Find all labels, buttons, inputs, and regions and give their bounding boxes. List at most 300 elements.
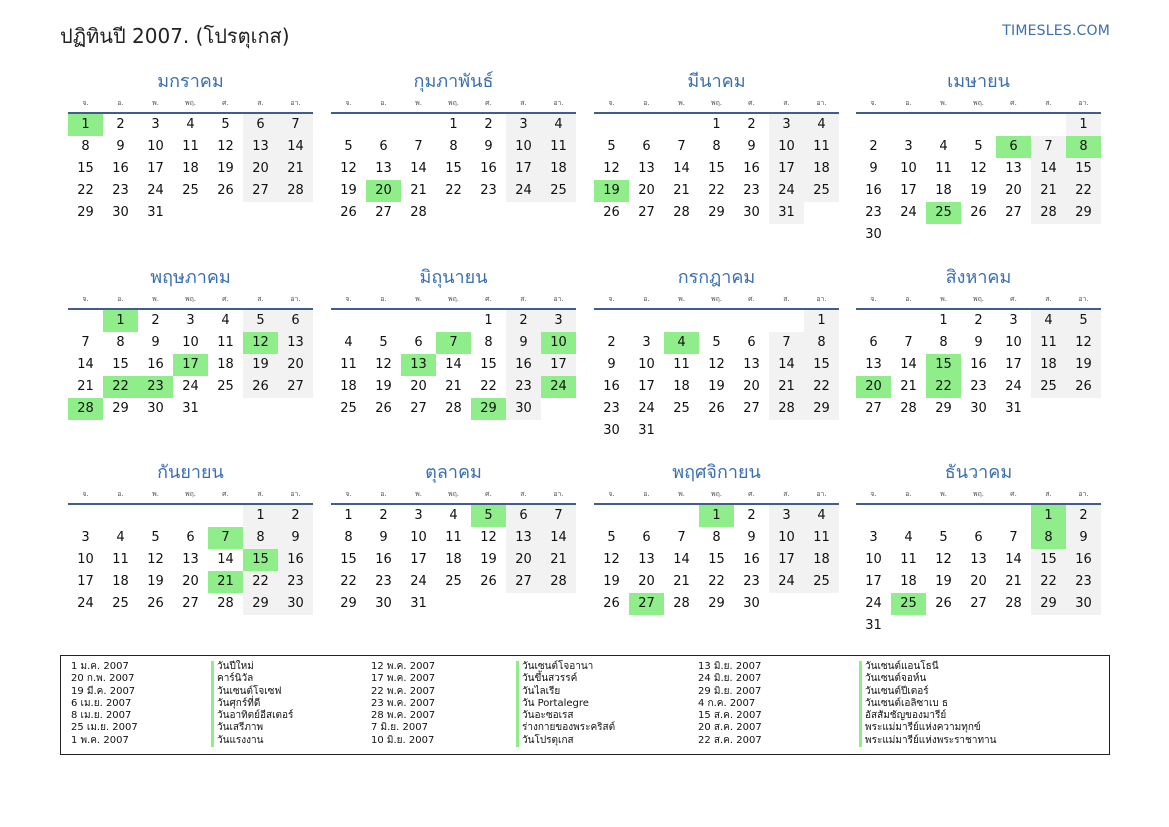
day-cell: 26 [375,401,392,416]
holiday-name: พระแม่มารีย์แห่งความทุกข์ [859,722,997,734]
day-cell: 24 [638,401,655,416]
day-cell: 6 [642,530,651,545]
day-cell: 9 [506,332,541,354]
day-grid [68,310,313,420]
day-cell: 3 [1009,313,1018,328]
brand-logo-text[interactable]: TIMESLES.COM [1002,23,1110,39]
day-cell: 2 [747,117,756,132]
day-cell: 26 [603,205,620,220]
holiday-list-box [60,655,1110,755]
day-cell: 27 [182,596,199,611]
day-cell: 16 [480,161,497,176]
day-cell: 2 [116,117,125,132]
day-cell: 15 [112,357,129,372]
holiday-date: 1 ม.ค. 2007 [71,661,129,672]
day-cell: 27 [243,180,278,202]
weekday-label: อา. [290,295,301,303]
day-cell: 26 [708,401,725,416]
holiday-day-cell: 22 [103,376,138,398]
day-cell: 2 [379,508,388,523]
day-cell: 28 [410,205,427,220]
holiday-date: 8 เม.ย. 2007 [71,710,132,722]
day-cell: 18 [340,379,357,394]
weekday-header [594,96,839,114]
day-cell: 9 [747,139,756,154]
day-cell: 14 [1005,552,1022,567]
day-cell: 17 [541,354,576,376]
day-cell: 13 [970,552,987,567]
day-cell: 24 [1005,379,1022,394]
month-title: พฤษภาคม [150,267,231,288]
day-cell: 13 [506,527,541,549]
holiday-name-column [516,661,615,747]
day-cell: 9 [869,161,878,176]
day-cell: 7 [81,335,90,350]
day-cell: 13 [638,552,655,567]
day-grid [331,114,576,224]
empty-day-cell [996,505,1031,527]
weekday-header [331,487,576,505]
holiday-date: 22 พ.ค. 2007 [371,685,436,697]
day-cell: 19 [217,161,234,176]
empty-day-cell [594,505,629,527]
day-cell: 23 [743,183,760,198]
day-cell: 29 [77,205,94,220]
empty-day-cell [891,310,926,332]
day-cell: 29 [935,401,952,416]
day-cell: 6 [243,114,278,136]
day-cell: 15 [445,161,462,176]
day-cell: 30 [603,423,620,438]
weekday-header [856,96,1101,114]
day-cell: 26 [217,183,234,198]
day-cell: 23 [743,574,760,589]
month-calendar [331,266,576,420]
weekday-label: ส. [783,490,790,498]
day-cell: 11 [340,357,357,372]
holiday-date: 13 มิ.ย. 2007 [698,661,762,672]
day-cell: 5 [221,117,230,132]
holiday-day-cell: 8 [1031,527,1066,549]
day-cell: 14 [217,552,234,567]
holiday-day-cell: 20 [856,376,891,398]
holiday-date: 20 ก.พ. 2007 [71,673,135,685]
empty-day-cell [996,114,1031,136]
day-cell: 24 [769,571,804,593]
day-cell: 18 [217,357,234,372]
day-cell: 2 [1066,505,1101,527]
day-cell: 23 [970,379,987,394]
weekday-label: ศ. [485,490,492,498]
weekday-label: ศ. [222,99,229,107]
day-grid [594,505,839,615]
month-calendar [856,70,1101,246]
day-cell: 6 [379,139,388,154]
holiday-date: 6 เม.ย. 2007 [71,697,132,709]
weekday-label: พ. [152,490,159,498]
day-cell: 28 [673,205,690,220]
day-cell: 25 [340,401,357,416]
day-cell: 17 [147,161,164,176]
day-cell: 10 [506,136,541,158]
day-cell: 2 [974,313,983,328]
day-cell: 12 [147,552,164,567]
day-cell: 15 [480,357,497,372]
weekday-label: พฤ. [184,295,197,303]
day-cell: 26 [480,574,497,589]
empty-day-cell [331,310,366,332]
day-cell: 23 [375,574,392,589]
day-grid [856,114,1101,246]
empty-day-cell [926,114,961,136]
day-cell: 25 [182,183,199,198]
day-cell: 10 [769,136,804,158]
day-cell: 20 [278,354,313,376]
day-grid [331,505,576,615]
weekday-label: อ. [117,490,124,498]
holiday-day-cell: 1 [103,310,138,332]
day-cell: 11 [1031,332,1066,354]
day-cell: 30 [278,593,313,615]
day-cell: 11 [804,136,839,158]
day-cell: 27 [1005,205,1022,220]
day-cell: 16 [865,183,882,198]
day-cell: 16 [147,357,164,372]
day-cell: 8 [804,332,839,354]
empty-day-cell [366,114,401,136]
weekday-label: จ. [608,490,615,498]
day-cell: 12 [603,552,620,567]
holiday-day-cell: 24 [541,376,576,398]
day-cell: 22 [77,183,94,198]
holiday-day-cell: 5 [471,505,506,527]
day-cell: 8 [449,139,458,154]
weekday-label: พฤ. [972,295,985,303]
weekday-label: ส. [1045,490,1052,498]
holiday-day-cell: 8 [1066,136,1101,158]
month-title: มีนาคม [687,71,746,92]
day-cell: 20 [743,379,760,394]
day-cell: 28 [673,596,690,611]
weekday-label: อ. [380,490,387,498]
day-cell: 2 [151,313,160,328]
day-cell: 13 [865,357,882,372]
day-cell: 27 [410,401,427,416]
day-cell: 16 [603,379,620,394]
day-cell: 17 [769,549,804,571]
holiday-name: วันแรงงาน [211,735,293,747]
weekday-label: จ. [870,295,877,303]
day-cell: 15 [340,552,357,567]
holiday-name: วันเซนต์โจเซฟ [211,686,293,698]
day-cell: 14 [769,354,804,376]
holiday-date: 4 ก.ค. 2007 [698,697,756,709]
day-cell: 15 [77,161,94,176]
day-cell: 22 [243,571,278,593]
day-cell: 6 [278,310,313,332]
day-cell: 6 [414,335,423,350]
empty-day-cell [629,114,664,136]
day-cell: 2 [484,117,493,132]
day-cell: 22 [708,574,725,589]
day-cell: 16 [1066,549,1101,571]
empty-day-cell [891,505,926,527]
empty-day-cell [331,114,366,136]
day-cell: 3 [769,505,804,527]
day-cell: 31 [1005,401,1022,416]
month-calendar [856,461,1101,637]
day-cell: 2 [869,139,878,154]
day-cell: 31 [769,202,804,224]
month-title: มิถุนายน [419,267,488,288]
day-cell: 27 [375,205,392,220]
day-cell: 12 [935,552,952,567]
day-cell: 4 [221,313,230,328]
empty-day-cell [961,114,996,136]
day-cell: 31 [865,618,882,633]
day-cell: 12 [340,161,357,176]
empty-day-cell [103,505,138,527]
day-cell: 17 [1005,357,1022,372]
day-cell: 30 [147,401,164,416]
holiday-date: 17 พ.ค. 2007 [371,673,436,685]
day-cell: 28 [769,398,804,420]
day-cell: 1 [243,505,278,527]
day-cell: 15 [804,354,839,376]
day-cell: 21 [673,183,690,198]
day-cell: 24 [900,205,917,220]
holiday-day-cell: 1 [68,114,103,136]
holiday-day-cell: 21 [208,571,243,593]
day-cell: 12 [603,161,620,176]
day-grid [594,114,839,224]
weekday-label: ส. [1045,99,1052,107]
weekday-label: จ. [608,99,615,107]
day-cell: 3 [151,117,160,132]
holiday-name: วันเซนต์เอลิซาเบ ธ [859,698,997,710]
day-cell: 24 [77,596,94,611]
holiday-name-column [859,661,997,747]
weekday-label: พ. [415,99,422,107]
day-cell: 1 [449,117,458,132]
day-cell: 5 [974,139,983,154]
weekday-label: ศ. [1010,295,1017,303]
empty-day-cell [629,310,664,332]
day-cell: 12 [1066,332,1101,354]
weekday-label: อา. [553,490,564,498]
day-cell: 15 [1066,158,1101,180]
weekday-header [331,292,576,310]
day-cell: 23 [506,376,541,398]
weekday-label: จ. [345,490,352,498]
holiday-date: 10 มิ.ย. 2007 [371,734,435,746]
day-cell: 21 [769,376,804,398]
month-calendar [331,70,576,224]
day-cell: 9 [607,357,616,372]
month-calendar [594,70,839,224]
empty-day-cell [926,505,961,527]
empty-day-cell [68,310,103,332]
day-cell: 17 [410,552,427,567]
weekday-label: อา. [290,99,301,107]
weekday-label: ศ. [222,295,229,303]
holiday-day-cell: 1 [699,505,734,527]
day-cell: 3 [904,139,913,154]
day-grid [68,505,313,615]
day-grid [331,310,576,420]
day-cell: 18 [673,379,690,394]
holiday-day-cell: 12 [243,332,278,354]
day-cell: 12 [970,161,987,176]
day-cell: 6 [869,335,878,350]
weekday-label: จ. [82,99,89,107]
holiday-name: วันอาทิตย์อีสเตอร์ [211,710,293,722]
weekday-label: ส. [257,295,264,303]
day-grid [594,310,839,442]
day-cell: 19 [708,379,725,394]
empty-day-cell [594,114,629,136]
weekday-label: อา. [816,99,827,107]
holiday-name: วันปีใหม่ [211,661,293,673]
day-cell: 25 [541,180,576,202]
day-cell: 27 [278,376,313,398]
day-cell: 4 [804,505,839,527]
holiday-date: 1 พ.ค. 2007 [71,734,129,746]
day-cell: 8 [116,335,125,350]
holiday-day-cell: 15 [926,354,961,376]
day-cell: 9 [278,527,313,549]
holiday-name: วันเซนต์โจอานา [516,661,615,673]
day-cell: 19 [935,574,952,589]
holiday-day-cell: 15 [243,549,278,571]
weekday-label: พ. [940,295,947,303]
day-cell: 13 [243,136,278,158]
weekday-label: ส. [520,295,527,303]
day-cell: 26 [1066,376,1101,398]
day-cell: 11 [935,161,952,176]
day-cell: 21 [1031,180,1066,202]
weekday-header [594,487,839,505]
day-cell: 21 [673,574,690,589]
weekday-label: ส. [257,99,264,107]
empty-day-cell [401,114,436,136]
empty-day-cell [401,310,436,332]
weekday-label: ศ. [748,295,755,303]
weekday-label: ส. [1045,295,1052,303]
weekday-header [856,487,1101,505]
day-cell: 10 [1005,335,1022,350]
holiday-day-cell: 4 [664,332,699,354]
day-cell: 30 [743,205,760,220]
day-cell: 12 [708,357,725,372]
day-cell: 4 [449,508,458,523]
day-cell: 18 [541,158,576,180]
empty-day-cell [594,310,629,332]
weekday-label: อ. [905,295,912,303]
day-cell: 26 [603,596,620,611]
day-cell: 22 [445,183,462,198]
day-cell: 21 [278,158,313,180]
weekday-label: อ. [643,99,650,107]
day-cell: 28 [217,596,234,611]
day-cell: 10 [147,139,164,154]
day-cell: 19 [603,574,620,589]
day-cell: 19 [340,183,357,198]
day-cell: 5 [607,530,616,545]
day-cell: 18 [182,161,199,176]
day-cell: 5 [151,530,160,545]
day-cell: 9 [379,530,388,545]
day-cell: 8 [484,335,493,350]
day-cell: 14 [541,527,576,549]
day-cell: 10 [900,161,917,176]
day-grid [856,505,1101,637]
day-cell: 31 [147,205,164,220]
day-cell: 10 [769,527,804,549]
weekday-label: ส. [783,99,790,107]
day-cell: 29 [243,593,278,615]
day-cell: 16 [743,552,760,567]
day-cell: 30 [743,596,760,611]
day-cell: 16 [112,161,129,176]
day-cell: 25 [1031,376,1066,398]
holiday-day-cell: 20 [366,180,401,202]
day-cell: 5 [939,530,948,545]
weekday-label: พฤ. [184,99,197,107]
empty-day-cell [208,505,243,527]
day-cell: 11 [541,136,576,158]
weekday-label: อา. [553,295,564,303]
day-cell: 6 [506,505,541,527]
empty-day-cell [699,310,734,332]
day-cell: 28 [1005,596,1022,611]
day-cell: 4 [804,114,839,136]
weekday-label: อ. [117,99,124,107]
holiday-day-cell: 28 [68,398,103,420]
weekday-label: พฤ. [710,99,723,107]
weekday-label: ศ. [222,490,229,498]
holiday-date: 23 พ.ค. 2007 [371,697,436,709]
day-cell: 29 [112,401,129,416]
day-cell: 19 [375,379,392,394]
empty-day-cell [856,114,891,136]
day-cell: 9 [116,139,125,154]
empty-day-cell [769,310,804,332]
holiday-date: 19 มี.ค. 2007 [71,685,136,697]
month-title: มกราคม [157,71,224,92]
holiday-name: วันศุกร์ที่ดี [211,698,293,710]
day-cell: 30 [970,401,987,416]
day-cell: 15 [1031,549,1066,571]
day-cell: 11 [217,335,234,350]
day-cell: 31 [410,596,427,611]
holiday-day-cell: 19 [594,180,629,202]
holiday-date: 12 พ.ค. 2007 [371,661,436,672]
day-cell: 30 [865,227,882,242]
weekday-label: พ. [152,295,159,303]
day-cell: 23 [603,401,620,416]
day-cell: 11 [900,552,917,567]
month-calendar [68,70,313,224]
holiday-name: พระแม่มารีย์แห่งพระราชาทาน [859,735,997,747]
weekday-label: พ. [415,295,422,303]
day-cell: 5 [712,335,721,350]
empty-day-cell [366,310,401,332]
day-cell: 4 [939,139,948,154]
month-calendar [594,266,839,442]
day-cell: 8 [81,139,90,154]
day-cell: 19 [480,552,497,567]
